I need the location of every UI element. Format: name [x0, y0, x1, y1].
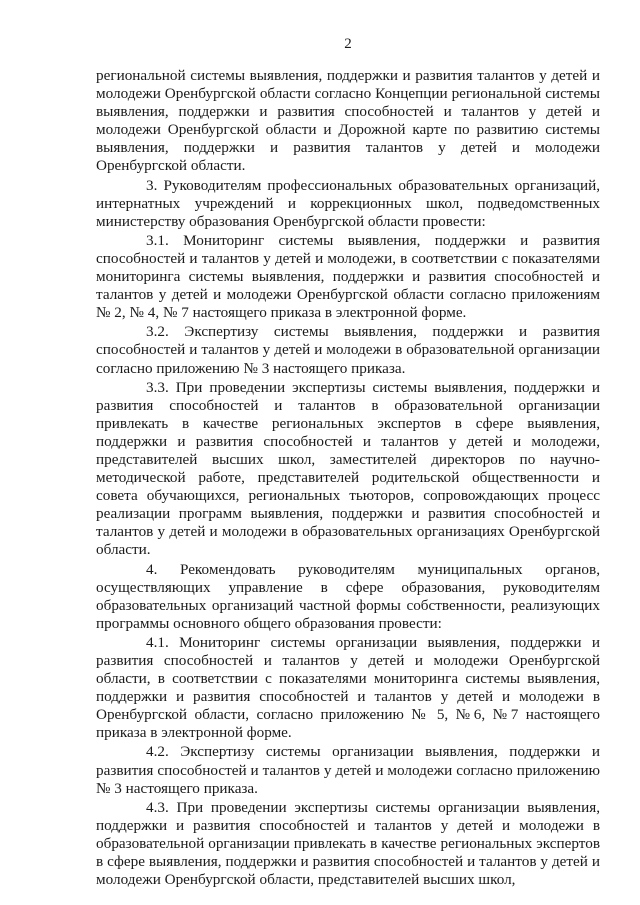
- paragraph-item-3-1: 3.1. Мониторинг системы выявления, поддержки и развития способностей и талантов у детей и молодежи, в соответствии с показателями мониторинга системы выявления, поддержки и развития способностей и талантов у детей и молодежи Оренбургской области согласно приложениям № 2, № 4, № 7 настоящего приказа в электронной форме.: [96, 231, 600, 322]
- paragraph-item-3-3: 3.3. При проведении экспертизы системы выявления, поддержки и развития способностей и талантов в образовательной организации привлекать в качестве региональных экспертов в сфере выявления, поддержки и развития способностей и талантов у детей и молодежи, представителей высших школ, заместителей директоров по научно-методической работе, представителей родительской общественности и совета обучающихся, региональных тьюторов, сопровождающих процесс реализации программ выявления, поддержки и развития способностей и талантов у детей и молодежи в образовательных организациях Оренбургской области.: [96, 378, 600, 559]
- paragraph-item-4-3: 4.3. При проведении экспертизы системы организации выявления, поддержки и развития способностей и талантов у детей и молодежи в образовательной организации привлекать в качестве региональных экспертов в сфере выявления, поддержки и развития способностей и талантов у детей и молодежи Оренбургской области, представителей высших школ,: [96, 798, 600, 889]
- paragraph-item-4-2: 4.2. Экспертизу системы организации выявления, поддержки и развития способностей и талантов у детей и молодежи согласно приложению № 3 настоящего приказа.: [96, 743, 600, 797]
- paragraph-continuation: региональной системы выявления, поддержки и развития талантов у детей и молодежи Оренбургской области согласно Концепции региональной системы выявления, поддержки и развития способностей и талантов у детей и молодежи Оренбургской области и Дорожной карте по развитию системы выявления, поддержки и развития талантов у детей и молодежи Оренбургской области.: [96, 67, 600, 175]
- paragraph-item-4-1: 4.1. Мониторинг системы организации выявления, поддержки и развития способностей и талантов у детей и молодежи Оренбургской области, в соответствии с показателями мониторинга системы выявления, поддержки и развития способностей и талантов у детей и молодежи в Оренбургской области, согласно приложению № 5, №6, №7 настоящего приказа в электронной форме.: [96, 633, 600, 742]
- paragraph-item-3: 3. Руководителям профессиональных образовательных организаций, интернатных учреждений и коррекционных школ, подведомственных министерству образования Оренбургской области провести:: [96, 176, 600, 230]
- paragraph-item-4: 4. Рекомендовать руководителям муниципальных органов, осуществляющих управление в сфере образования, руководителям образовательных организаций частной формы собственности, реализующих программы основного общего образования провести:: [96, 560, 600, 632]
- page-number: 2: [344, 36, 352, 52]
- paragraph-item-3-2: 3.2. Экспертизу системы выявления, поддержки и развития способностей и талантов у детей и молодежи в образовательной организации согласно приложению № 3 настоящего приказа.: [96, 323, 600, 377]
